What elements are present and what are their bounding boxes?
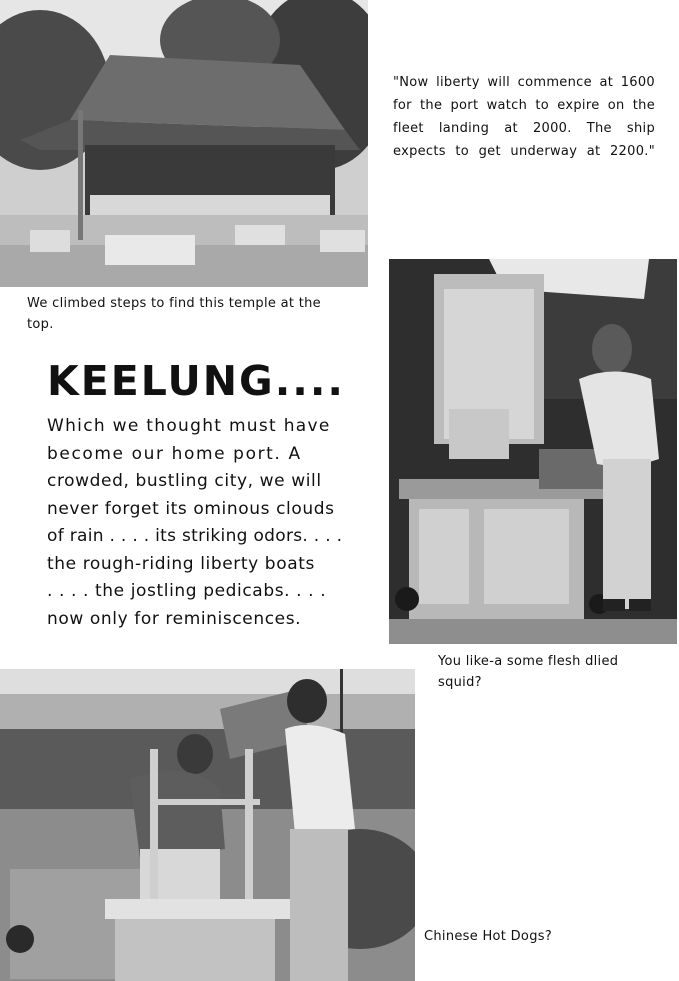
liberty-quote (393, 71, 655, 163)
body-line: of rain . . . . its striking odors. . . . (47, 526, 343, 546)
body-line: Which we thought must have (47, 416, 331, 436)
quote-line: "Now liberty will commence at 1600 (393, 75, 655, 90)
hot-dog-caption: Chinese Hot Dogs? (424, 929, 553, 944)
squid-vendor-photo (389, 259, 677, 644)
body-line: . . . . the jostling pedicabs. . . . (47, 581, 327, 601)
body-line: never forget its ominous clouds (47, 498, 335, 519)
body-line: the rough-riding liberty boats (47, 553, 315, 574)
quote-line: expects to get underway at 2200." (393, 144, 655, 159)
body-text (47, 413, 343, 633)
body-line: crowded, bustling city, we will (47, 471, 322, 491)
quote-line: fleet landing at 2000. The ship (393, 121, 655, 136)
body-line: become our home port. A (47, 443, 302, 464)
hot-dog-vendor-photo (0, 669, 415, 981)
page-title: KEELUNG.... (47, 357, 346, 405)
body-line: now only for reminiscences. (47, 608, 302, 629)
temple-photo (0, 0, 368, 287)
temple-caption: We climbed steps to find this temple at the top. (27, 296, 321, 332)
quote-line: for the port watch to expire on the (393, 98, 655, 113)
squid-caption: You like-a some flesh dlied squid? (438, 654, 619, 690)
